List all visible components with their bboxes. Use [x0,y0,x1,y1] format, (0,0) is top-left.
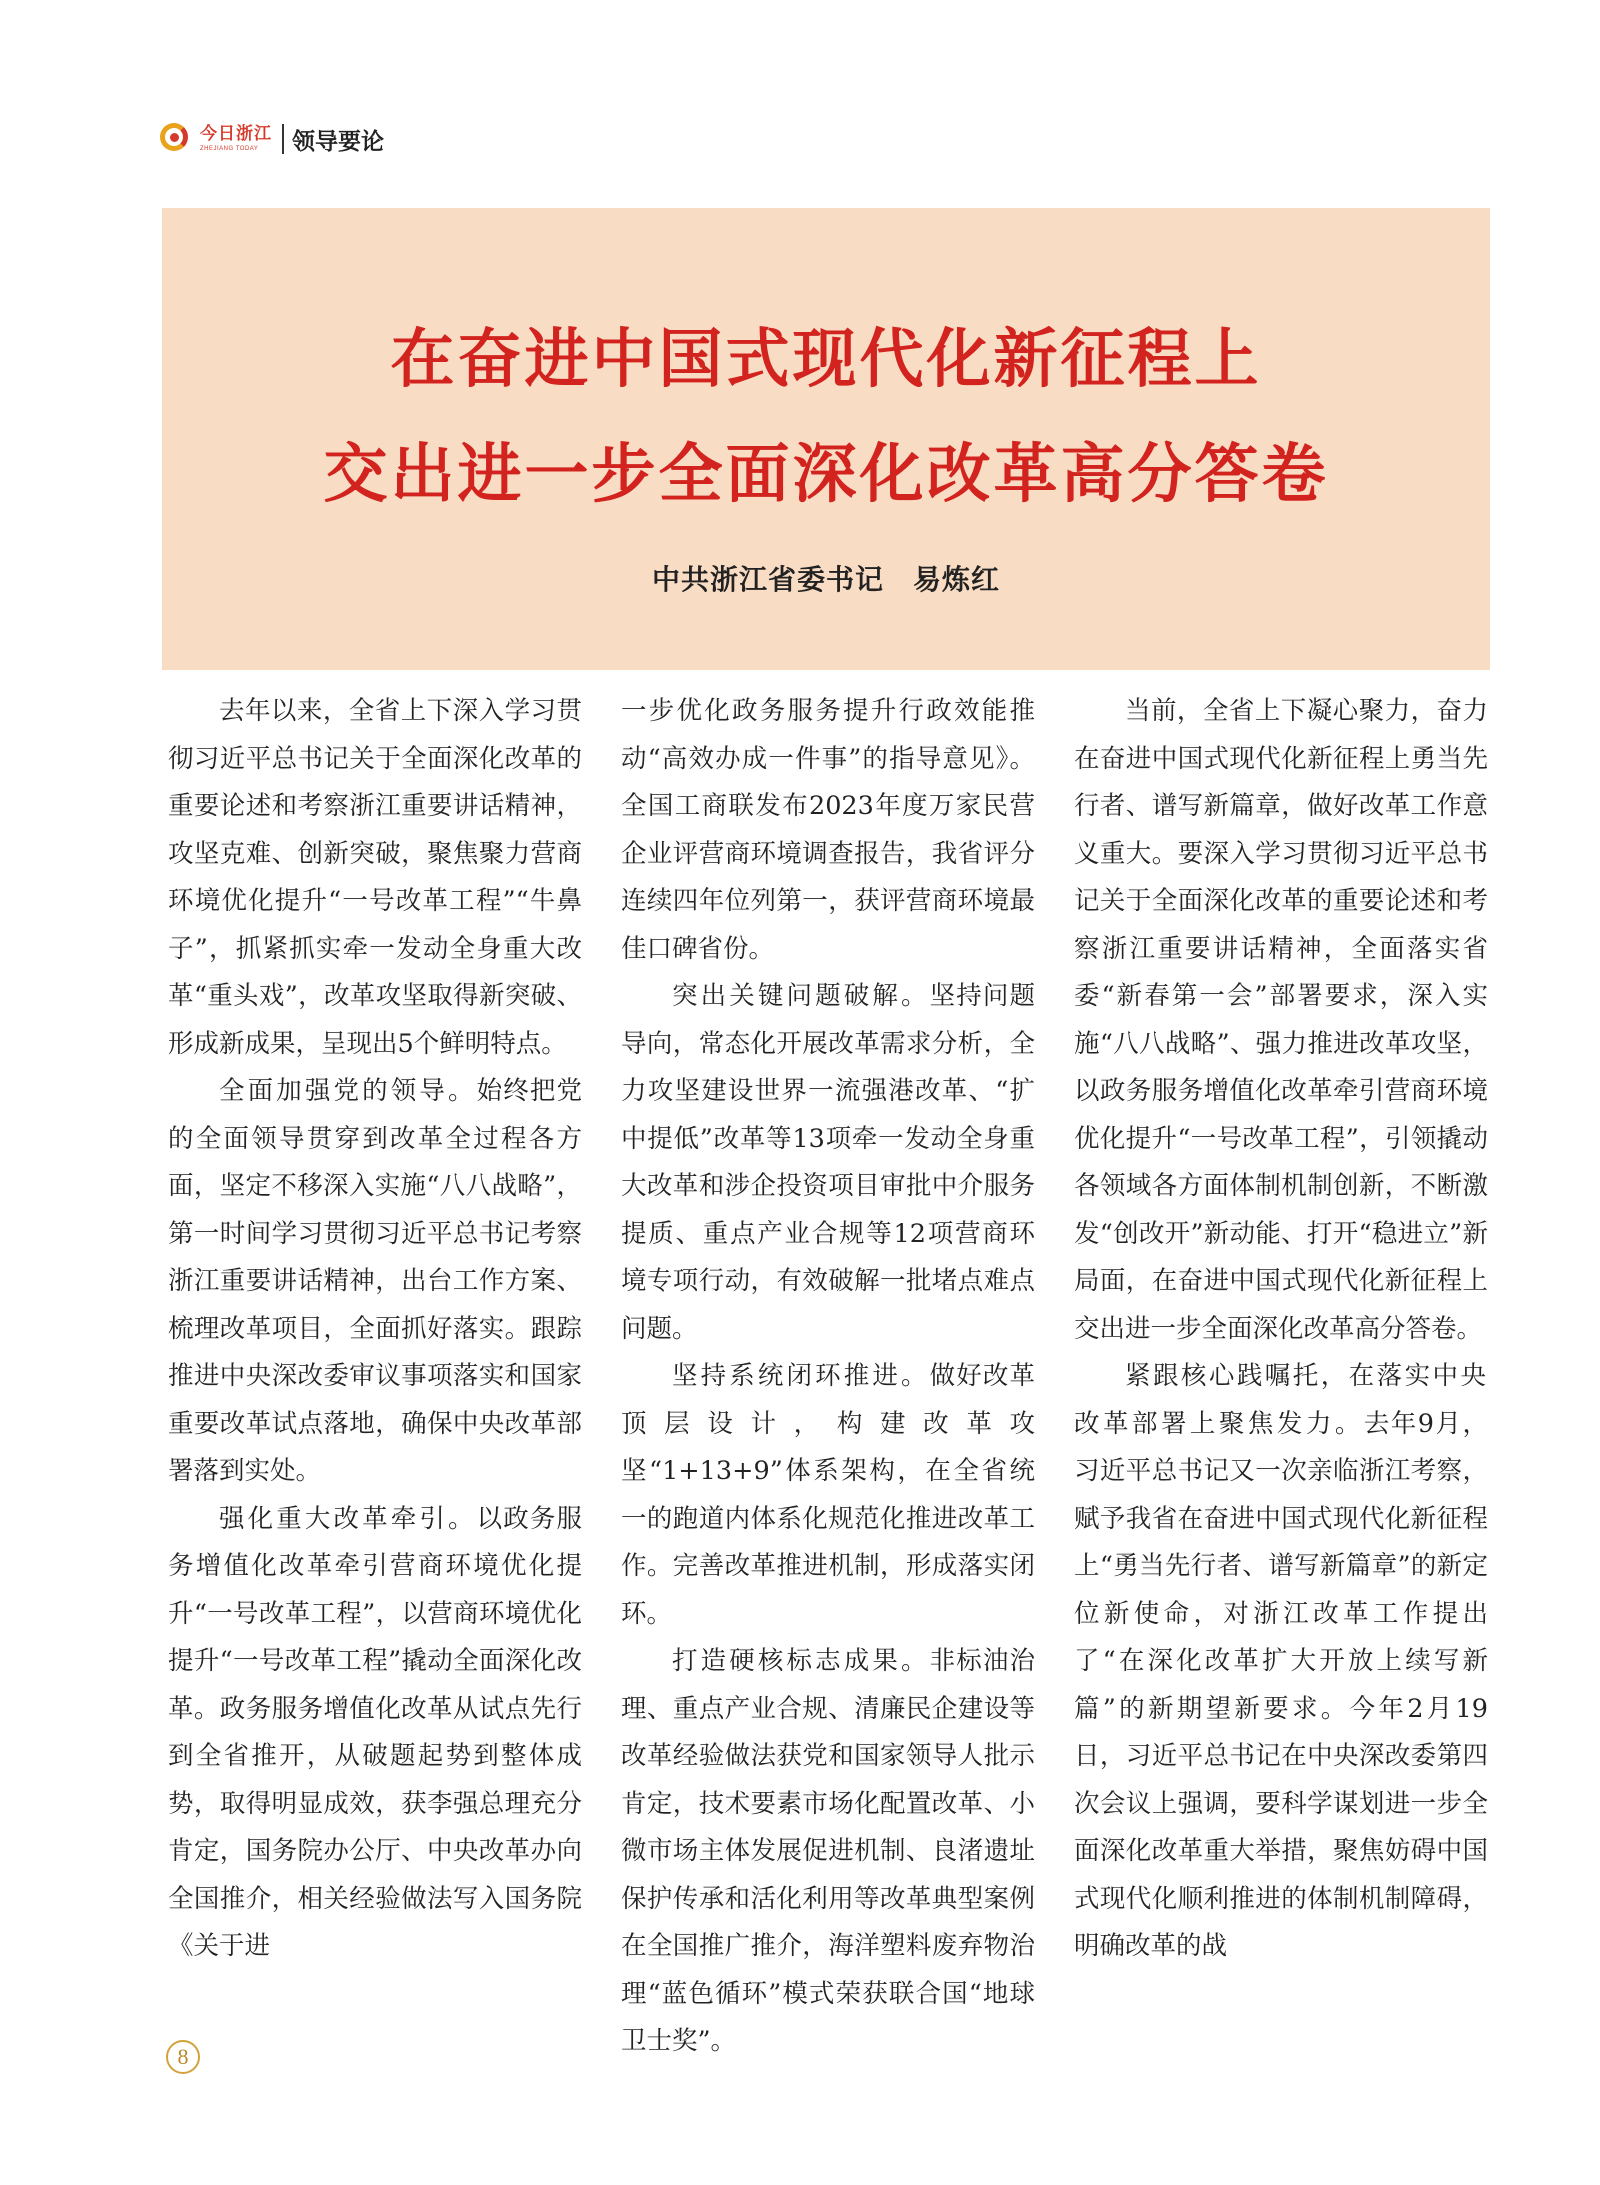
paragraph-lead: 坚持系统闭环推进。 [672,1361,930,1391]
paragraph-lead: 强化重大改革牵引。 [219,1503,477,1534]
logo-english: ZHEJIANG TODAY [200,146,259,152]
paragraph: 突出关键问题破解。坚持问题导向，常态化开展改革需求分析，全力攻坚建设世界一流强港改革、“扩中提低”改革等13项牵一发动全身重大改革和涉企投资项目审批中介服务提质、重点产业合规等12项营商环境专项行动，有效破解一批堵点难点问题。 [621,981,1035,1344]
article-column-3 [1074,688,1488,1971]
paragraph-lead: 突出关键问题破解。 [672,981,930,1011]
logo-chinese: 今日浙江 [200,124,272,144]
paragraph-lead: 全面加强党的领导。 [219,1076,477,1106]
author-byline: 中共浙江省委书记 易炼红 [651,563,1000,596]
masthead [160,118,384,160]
paragraph: 坚持系统闭环推进。做好改革顶层设计，构建改革攻坚“1+13+9”体系架构，在全省统一的跑道内体系化规范化推进改革工作。完善改革推进机制，形成落实闭环。 [621,1361,1035,1629]
paragraph-continued: 一步优化政务服务提升行政效能推动“高效办成一件事”的指导意见》。全国工商联发布2023年度万家民营企业评营商环境调查报告，我省评分连续四年位列第一，获评营商环境最佳口碑省份。 [621,696,1035,964]
page-number: 8 [166,2040,200,2074]
article-column-2 [621,688,1035,2066]
header-divider [282,124,284,154]
paragraph-lead: 紧跟核心践嘱托，在落实中央改革部署上聚焦发力。 [1074,1361,1488,1439]
magazine-logo [200,126,272,152]
article-title-line2: 交出进一步全面深化改革高分答卷 [323,438,1329,512]
title-banner [162,208,1490,670]
paragraph: 全面加强党的领导。始终把党的全面领导贯穿到改革全过程各方面，坚定不移深入实施“八八战略”，第一时间学习贯彻习近平总书记考察浙江重要讲话精神，出台工作方案、梳理改革项目，全面抓好落实。跟踪推进中央深改委审议事项落实和国家重要改革试点落地，确保中央改革部署落到实处。 [168,1076,582,1486]
paragraph: 强化重大改革牵引。以政务服务增值化改革牵引营商环境优化提升“一号改革工程”，以营商环境优化提升“一号改革工程”撬动全面深化改革。政务服务增值化改革从试点先行到全省推开，从破题起势到整体成势，取得明显成效，获李强总理充分肯定，国务院办公厅、中央改革办向全国推介，相关经验做法写入国务院《关于进 [168,1503,582,1961]
article-column-1 [168,688,582,1971]
section-name: 领导要论 [292,128,384,155]
paragraph: 当前，全省上下凝心聚力，奋力在奋进中国式现代化新征程上勇当先行者、谱写新篇章，做好改革工作意义重大。要深入学习贯彻习近平总书记关于全面深化改革的重要论述和考察浙江重要讲话精神，全面落实省委“新春第一会”部署要求，深入实施“八八战略”、强力推进改革攻坚，以政务服务增值化改革牵引营商环境优化提升“一号改革工程”，引领撬动各领域各方面体制机制创新，不断激发“创改开”新动能、打开“稳进立”新局面，在奋进中国式现代化新征程上交出进一步全面深化改革高分答卷。 [1074,696,1488,1344]
paragraph: 打造硬核标志成果。非标油治理、重点产业合规、清廉民企建设等改革经验做法获党和国家领导人批示肯定，技术要素市场化配置改革、小微市场主体发展促进机制、良渚遗址保护传承和活化利用等改革典型案例在全国推广推介，海洋塑料废弃物治理“蓝色循环”模式荣获联合国“地球卫士奖”。 [621,1646,1035,2056]
paragraph-lead: 打造硬核标志成果。 [672,1646,930,1676]
article-title-line1: 在奋进中国式现代化新征程上 [390,323,1262,397]
paragraph: 去年以来，全省上下深入学习贯彻习近平总书记关于全面深化改革的重要论述和考察浙江重要讲话精神，攻坚克难、创新突破，聚焦聚力营商环境优化提升“一号改革工程”“牛鼻子”，抓紧抓实牵一发动全身重大改革“重头戏”，改革攻坚取得新突破、形成新成果，呈现出5个鲜明特点。 [168,696,582,1059]
sun-logo-icon [160,123,192,155]
paragraph: 紧跟核心践嘱托，在落实中央改革部署上聚焦发力。去年9月，习近平总书记又一次亲临浙江考察，赋予我省在奋进中国式现代化新征程上“勇当先行者、谱写新篇章”的新定位新使命，对浙江改革工作提出了“在深化改革扩大开放上续写新篇”的新期望新要求。今年2月19日，习近平总书记在中央深改委第四次会议上强调，要科学谋划进一步全面深化改革重大举措，聚焦妨碍中国式现代化顺利推进的体制机制障碍，明确改革的战 [1074,1361,1488,1961]
